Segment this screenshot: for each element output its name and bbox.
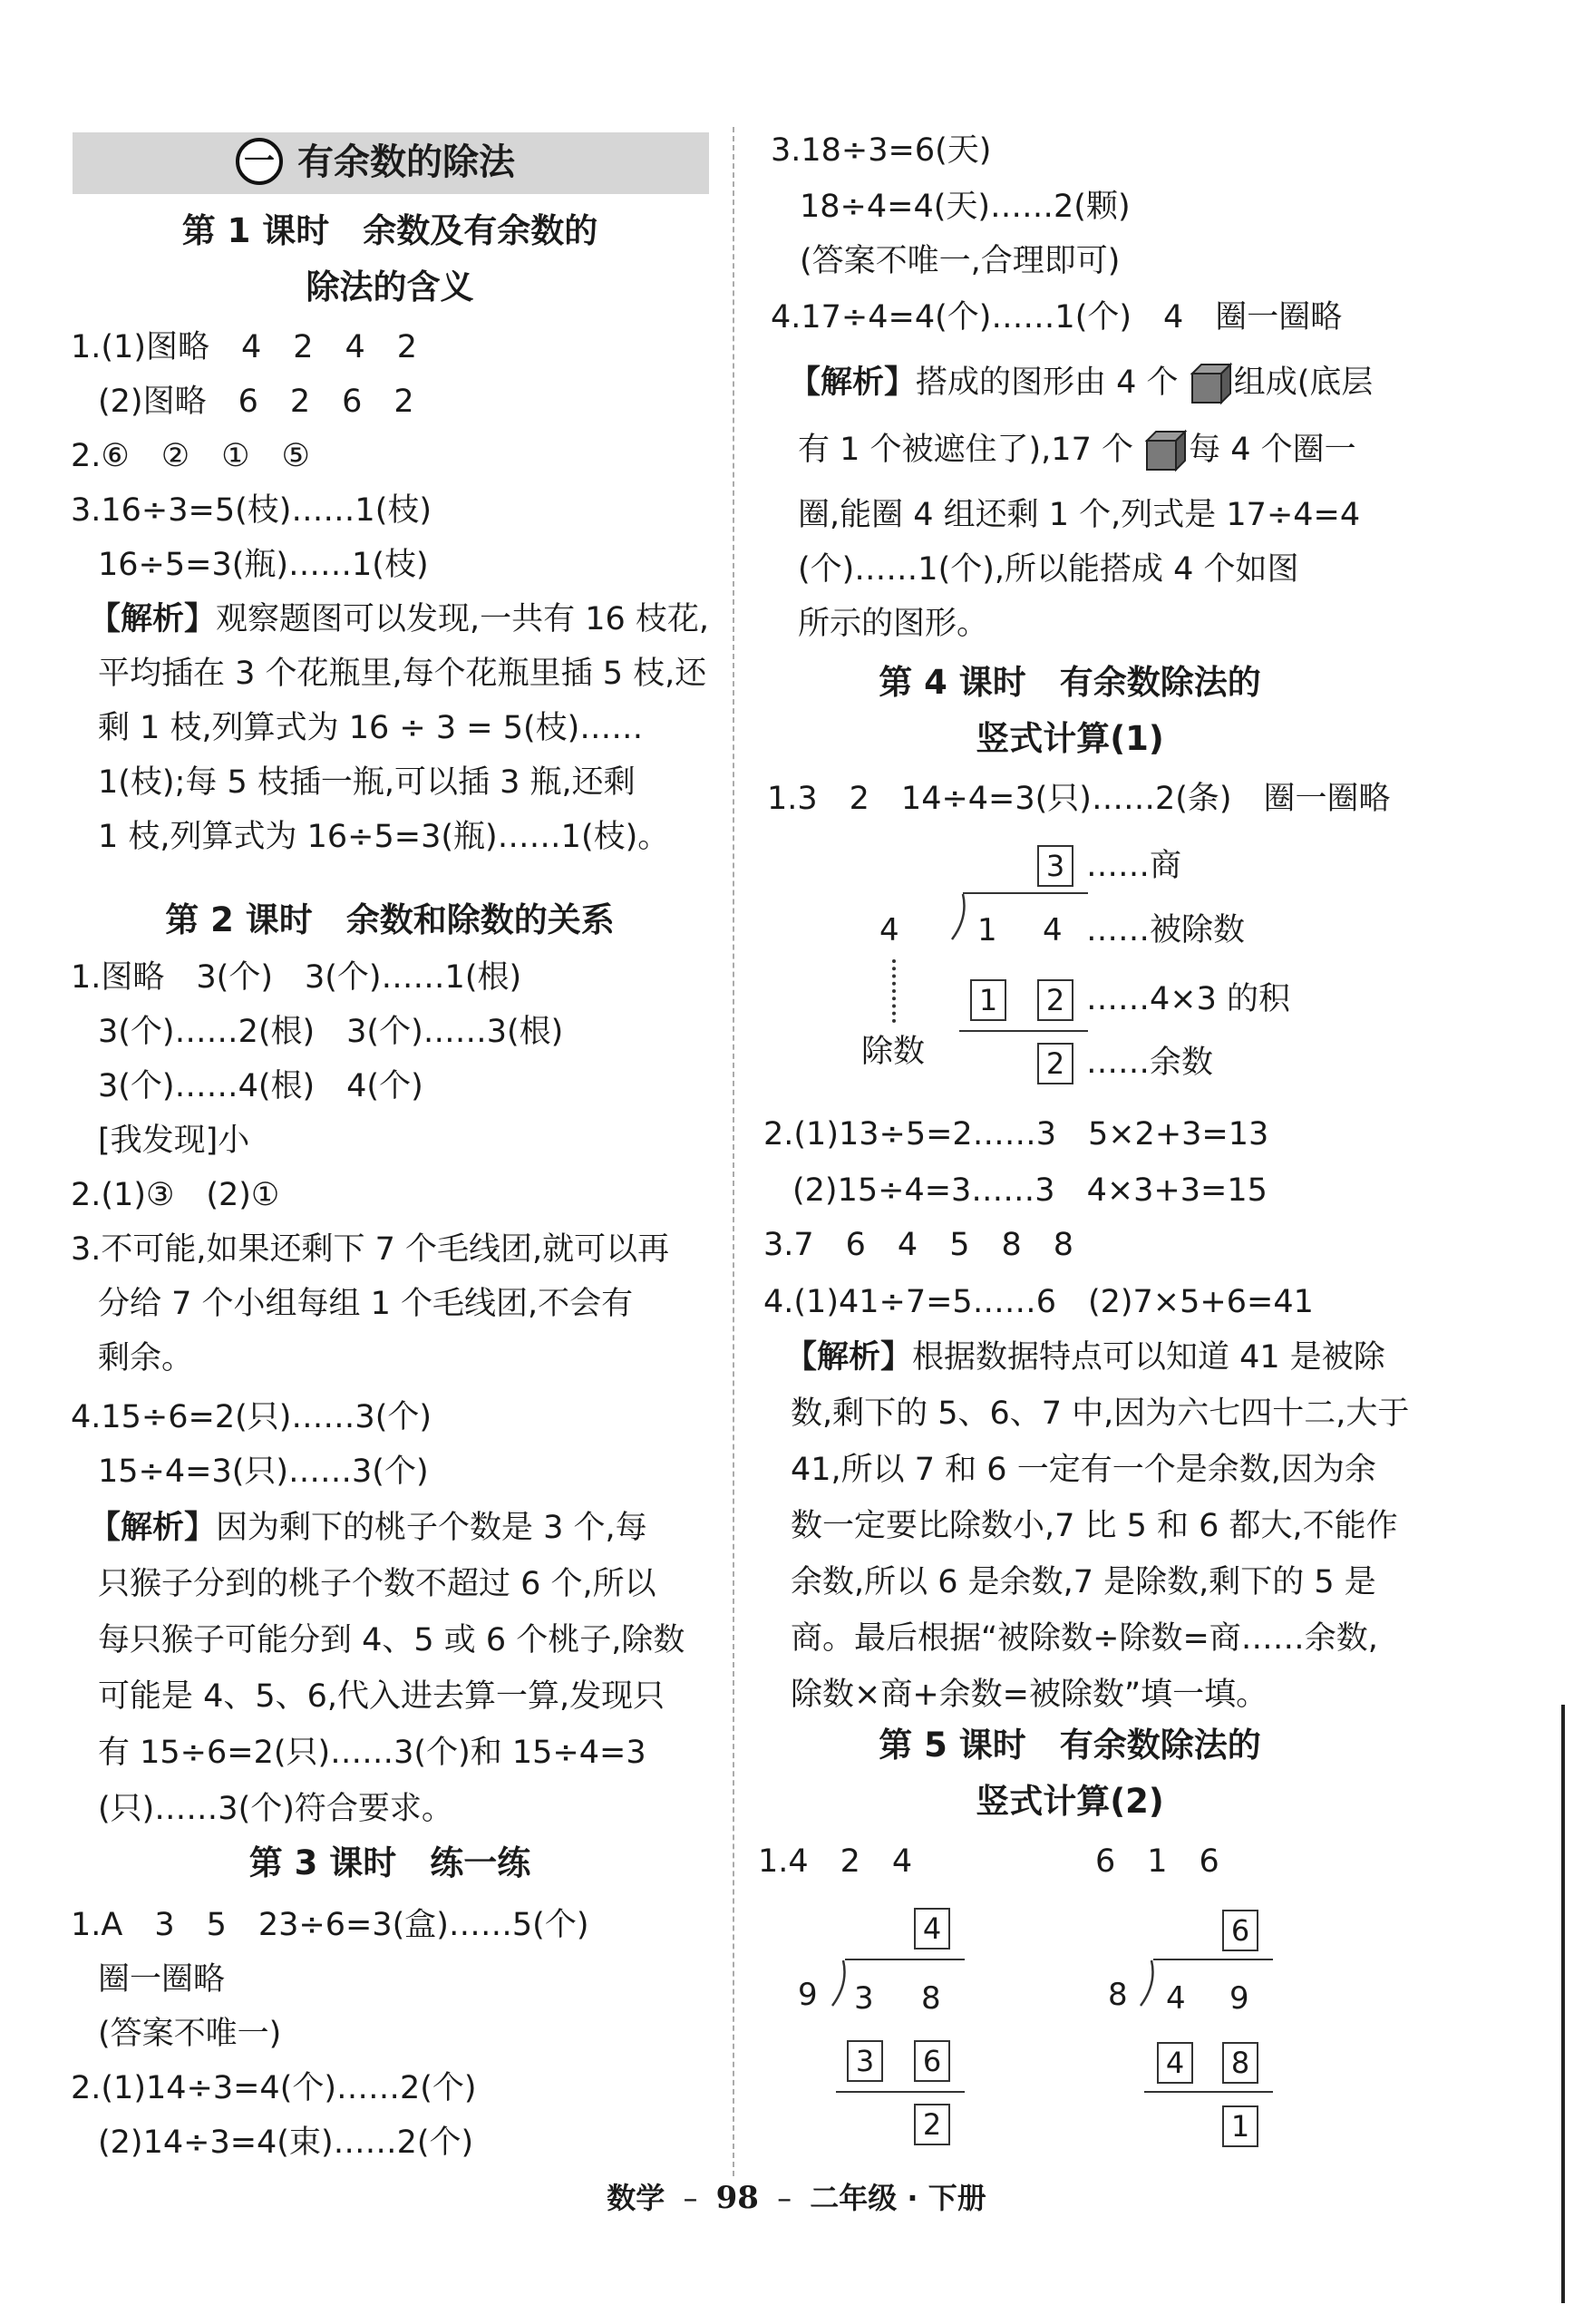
footer-grade: 二年级 · 下册 [810,2181,986,2215]
explanation-line: 剩 1 枝,列算式为 16 ÷ 3 = 5(枝)…… [98,710,644,746]
explanation-line: 平均插在 3 个花瓶里,每个花瓶里插 5 枝,还 [98,656,707,692]
remainder-box: 2 [914,2104,950,2145]
answer-line: 3.18÷3=6(天) [771,132,992,169]
lesson5-title: 第 5 课时 有余数除法的 [879,1726,1261,1765]
quotient-box: 6 [1222,1910,1258,1951]
division-bar [845,1959,965,1960]
dotted-connector [892,959,896,1023]
answer-line: 分给 7 个小组每组 1 个毛线团,不会有 [98,1286,634,1322]
lesson2-title: 第 2 课时 余数和除数的关系 [165,900,615,939]
answer-line: 18÷4=4(天)……2(颗) [800,189,1131,225]
footer-subject: 数学 [607,2181,665,2215]
answer-line: 16÷5=3(瓶)……1(枝) [98,547,429,583]
cube-icon [1189,361,1234,406]
divisor-digit: 9 [798,1977,818,2013]
remainder-label: ……余数 [1086,1045,1214,1081]
dividend-digit: 8 [921,1980,941,2017]
answer-line: 1.3 2 14÷4=3(只)……2(条) 圈一圈略 [767,781,1391,817]
answer-line: 1.(1)图略 4 2 4 2 [71,329,418,365]
answer-line: 1.4 2 4 [758,1843,913,1880]
divisor-digit: 4 [879,912,899,948]
division-bracket [948,892,968,941]
answer-line: 3.7 6 4 5 8 8 [763,1227,1074,1263]
product-box: 8 [1222,2042,1258,2084]
answer-line: 4.15÷6=2(只)……3(个) [71,1399,432,1435]
explanation-line: 【解析】搭成的图形由 4 个 组成(底层 [789,361,1373,406]
answer-line: 4.17÷4=4(个)……1(个) 4 圈一圈略 [771,299,1343,335]
cube-icon [1143,428,1189,473]
quotient-box: 3 [1037,845,1073,887]
explanation-line: 有 1 个被遮住了),17 个 每 4 个圈一 [798,428,1356,473]
explanation-line: 1(枝);每 5 枝插一瓶,可以插 3 瓶,还剩 [98,764,636,801]
explanation-line: 除数×商+余数=被除数”填一填。 [791,1677,1268,1713]
explanation-tag: 【解析】 [89,601,217,637]
answer-line: [我发现]小 [98,1123,250,1159]
product-box: 3 [847,2040,883,2082]
explanation-line: 只猴子分到的桃子个数不超过 6 个,所以 [98,1566,656,1602]
answer-line: 15÷4=3(只)……3(个) [98,1454,429,1490]
dividend-digit: 4 [1166,1980,1186,2017]
footer: 数学 – 98 – 二年级 · 下册 [607,2180,986,2216]
answer-line: (2)图略 6 2 6 2 [98,384,414,420]
answer-line: 2.(1)13÷5=2……3 5×2+3=13 [763,1116,1269,1152]
product-box: 4 [1157,2042,1193,2084]
answer-line: 2.⑥ ② ① ⑤ [71,438,310,474]
page-number: 98 [715,2180,759,2216]
remainder-box: 2 [1037,1043,1073,1084]
subtract-line [959,1030,1088,1032]
product-box: 1 [970,979,1006,1021]
answer-line: 剩余。 [98,1340,194,1376]
remainder-box: 1 [1222,2105,1258,2147]
quotient-label: ……商 [1086,848,1182,884]
explanation-line: 【解析】根据数据特点可以知道 41 是被除 [785,1339,1385,1376]
explanation-line: 圈,能圈 4 组还剩 1 个,列式是 17÷4=4 [798,497,1361,533]
explanation-line: 【解析】因为剩下的桃子个数是 3 个,每 [89,1510,647,1546]
chapter-title: 有余数的除法 [297,141,515,183]
answer-line: (2)14÷3=4(束)……2(个) [98,2125,474,2161]
quotient-box: 4 [914,1908,950,1950]
answer-line: (答案不唯一) [98,2016,282,2052]
explanation-line: 1 枝,列算式为 16÷5=3(瓶)……1(枝)。 [98,819,670,855]
answer-line: 3(个)……2(根) 3(个)……3(根) [98,1014,564,1050]
answer-line: (2)15÷4=3……3 4×3+3=15 [792,1172,1268,1209]
divisor-digit: 8 [1108,1977,1128,2013]
dividend-label: ……被除数 [1086,912,1246,948]
explanation-tag: 【解析】 [89,1510,217,1546]
subtract-line [1144,2091,1273,2093]
answer-line: 2.(1)③ (2)① [71,1177,280,1213]
answer-line: 6 1 6 [1095,1843,1219,1880]
explanation-line: 数,剩下的 5、6、7 中,因为六七四十二,大于 [791,1395,1410,1432]
explanation-line: 数一定要比除数小,7 比 5 和 6 都大,不能作 [791,1508,1398,1544]
answer-line: 3.16÷3=5(枝)……1(枝) [71,492,432,529]
lesson1-title: 第 1 课时 余数及有余数的 [181,211,598,250]
lesson5-subtitle: 竖式计算(2) [976,1782,1164,1821]
division-bracket [829,1959,849,2008]
explanation-line: 可能是 4、5、6,代入进去算一算,发现只 [98,1678,665,1715]
answer-line: 2.(1)14÷3=4(个)……2(个) [71,2070,477,2106]
explanation-line: 41,所以 7 和 6 一定有一个是余数,因为余 [791,1452,1376,1488]
subtract-line [836,2091,965,2093]
product-box: 2 [1037,979,1073,1021]
division-bar [1153,1959,1273,1960]
dividend-digit: 1 [977,912,997,948]
lesson3-title: 第 3 课时 练一练 [248,1843,531,1882]
dividend-digit: 3 [854,1980,874,2017]
product-label: ……4×3 的积 [1086,981,1290,1017]
dividend-digit: 4 [1043,912,1063,948]
divisor-label: 除数 [861,1034,926,1070]
explanation-line: 【解析】观察题图可以发现,一共有 16 枝花, [89,601,710,637]
answer-line: (答案不唯一,合理即可) [800,243,1121,279]
answer-line: 4.(1)41÷7=5……6 (2)7×5+6=41 [763,1284,1314,1320]
lesson4-title: 第 4 课时 有余数除法的 [879,663,1261,702]
explanation-line: 有 15÷6=2(只)……3(个)和 15÷4=3 [98,1735,646,1771]
dividend-digit: 9 [1229,1980,1249,2017]
explanation-line: 余数,所以 6 是余数,7 是除数,剩下的 5 是 [791,1564,1376,1600]
answer-line: 3.不可能,如果还剩下 7 个毛线团,就可以再 [71,1231,670,1268]
explanation-tag: 【解析】 [785,1339,913,1376]
answer-line: 1.A 3 5 23÷6=3(盒)……5(个) [71,1907,589,1943]
answer-line: 圈一圈略 [98,1961,226,1998]
explanation-line: (只)……3(个)符合要求。 [98,1791,453,1827]
lesson1-subtitle: 除法的含义 [306,267,474,306]
product-box: 6 [914,2040,950,2082]
column-divider [733,127,734,2176]
explanation-line: (个)……1(个),所以能搭成 4 个如图 [798,551,1299,588]
chapter-number-badge: 一 [236,138,283,185]
answer-line: 3(个)……4(根) 4(个) [98,1068,423,1104]
answer-line: 1.图略 3(个) 3(个)……1(根) [71,959,522,996]
division-bar [963,892,1088,894]
lesson4-subtitle: 竖式计算(1) [976,719,1164,758]
explanation-line: 所示的图形。 [798,606,989,642]
explanation-line: 商。最后根据“被除数÷除数=商……余数, [791,1620,1378,1657]
chapter-banner [73,132,709,194]
explanation-line: 每只猴子可能分到 4、5 或 6 个桃子,除数 [98,1622,685,1658]
explanation-tag: 【解析】 [789,365,917,401]
division-bracket [1137,1959,1157,2008]
